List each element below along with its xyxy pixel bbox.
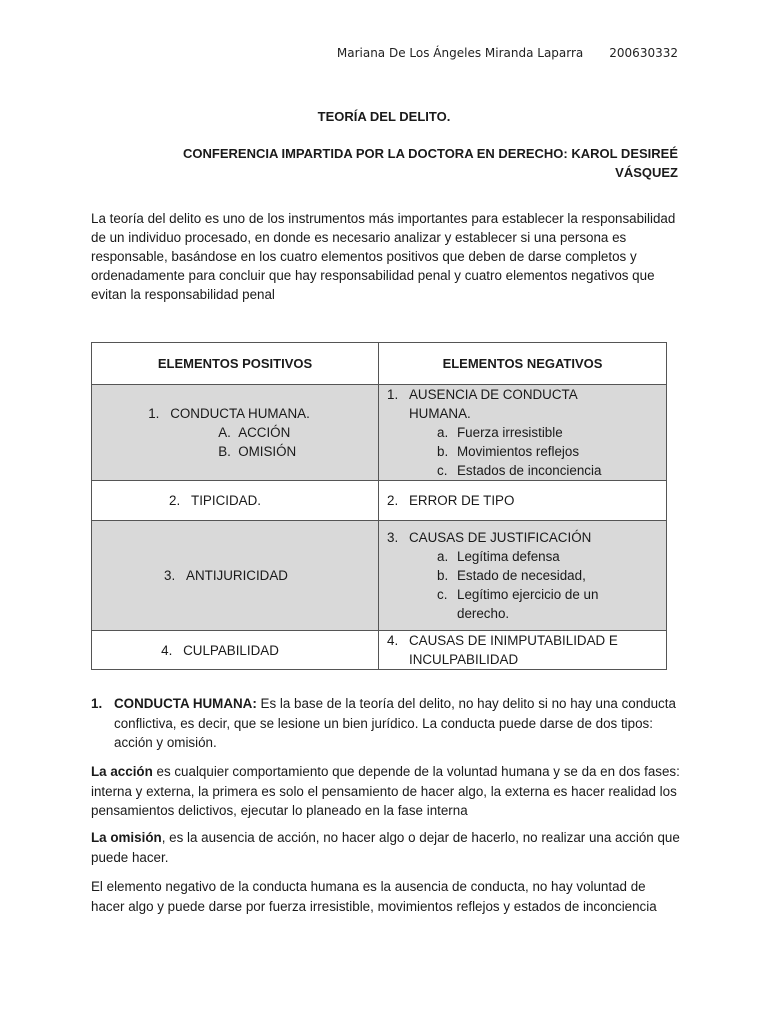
item-label: CONDUCTA HUMANA.: [170, 406, 310, 421]
section-accion: [91, 762, 681, 821]
item-label: CAUSAS DE JUSTIFICACIÓN: [409, 530, 592, 545]
section-lead: La omisión: [91, 830, 162, 845]
negative-cell: [379, 385, 667, 481]
subitem-number: A.: [218, 425, 231, 440]
header-negative: ELEMENTOS NEGATIVOS: [379, 343, 667, 385]
positive-cell: [92, 521, 379, 631]
page-header: [337, 46, 678, 60]
subitem-label-cont: derecho.: [457, 606, 510, 621]
section-text: El elemento negativo de la conducta humana es la ausencia de conducta, no hay voluntad de hacer algo y puede darse por fuerza irresistible, movimientos reflejos y estados de inconciencia: [91, 879, 657, 914]
subitem-label: Fuerza irresistible: [457, 425, 563, 440]
item-label: CULPABILIDAD: [183, 642, 279, 658]
positive-cell: [92, 481, 379, 521]
section-text: Es la base de la teoría del delito, no hay delito si no hay una conducta conflictiva, es decir, que se lesione un bien jurídico. La conducta puede darse de dos tipos: acción y omisión.: [114, 696, 676, 750]
student-id: 200630332: [609, 46, 678, 60]
subitem-label: Movimientos reflejos: [457, 444, 580, 459]
subitem-number: a.: [437, 425, 449, 440]
section-omision: [91, 828, 681, 867]
section-text: , es la ausencia de acción, no hacer algo o dejar de hacerlo, no realizar una acción que puede hacer.: [91, 830, 680, 865]
subitem-label: Estado de necesidad,: [457, 568, 586, 583]
negative-cell: [379, 631, 667, 670]
item-label: ERROR DE TIPO: [409, 493, 515, 508]
table-row: [92, 385, 667, 481]
item-label: ANTIJURICIDAD: [186, 568, 288, 583]
positive-cell: [92, 385, 379, 481]
item-label-cont: HUMANA.: [409, 406, 471, 421]
item-label: AUSENCIA DE CONDUCTA: [409, 387, 578, 402]
item-label-cont: INCULPABILIDAD: [409, 652, 519, 667]
item-number: 2.: [169, 493, 181, 508]
subitem-number: b.: [437, 444, 449, 459]
subitem-label: ACCIÓN: [238, 425, 291, 440]
subitem-label: Estados de inconciencia: [457, 463, 602, 478]
section-lead: La acción: [91, 764, 153, 779]
item-number: 3.: [164, 568, 176, 583]
section-lead: CONDUCTA HUMANA:: [114, 696, 257, 711]
positive-cell: [92, 631, 379, 670]
document-subtitle: CONFERENCIA IMPARTIDA POR LA DOCTORA EN DERECHO: KAROL DESIREÉ VÁSQUEZ: [183, 146, 678, 180]
table-row: [92, 521, 667, 631]
section-number: 1.: [91, 696, 103, 711]
item-label: CAUSAS DE INIMPUTABILIDAD E: [409, 633, 618, 648]
item-number: 4.: [161, 642, 173, 658]
subitem-label: OMISIÓN: [238, 444, 297, 459]
subitem-number: a.: [437, 549, 449, 564]
intro-paragraph: La teoría del delito es uno de los instrumentos más importantes para establecer la responsabilidad de un individuo procesado, en donde es necesario analizar y establecer si una persona es responsable, basándose en los cuatro elementos positivos que deben de darse completos y ordenadamente para concluir que hay responsabilidad penal y cuatro elementos negativos que evitan la responsabilidad penal: [91, 211, 676, 302]
negative-cell: [379, 521, 667, 631]
item-number: 3.: [387, 530, 399, 545]
section-conducta-humana: [91, 694, 681, 753]
table-header-row: [92, 343, 667, 385]
elements-table: [91, 342, 667, 670]
author-name: Mariana De Los Ángeles Miranda Laparra: [336, 46, 584, 60]
header-positive: ELEMENTOS POSITIVOS: [92, 343, 379, 385]
item-number: 1.: [148, 406, 160, 421]
subitem-number: B.: [218, 444, 231, 459]
item-number: 1.: [387, 387, 399, 402]
negative-cell: [379, 481, 667, 521]
subitem-number: c.: [437, 463, 448, 478]
table-row: [92, 481, 667, 521]
document-title: TEORÍA DEL DELITO.: [317, 109, 451, 124]
item-number: 2.: [387, 493, 399, 508]
section-text: es cualquier comportamiento que depende de la voluntad humana y se da en dos fases: interna y externa, la primera es solo el pensamiento de hacer algo, la externa es hacer realidad los pensamientos delictivos, ejecutar lo planeado en la fase interna: [91, 764, 680, 818]
subitem-label: Legítimo ejercicio de un: [457, 587, 599, 602]
item-number: 4.: [387, 633, 399, 648]
subitem-label: Legítima defensa: [457, 549, 560, 564]
section-elemento-negativo: [91, 877, 681, 916]
item-label: TIPICIDAD.: [191, 493, 261, 508]
subitem-number: b.: [437, 568, 449, 583]
subitem-number: c.: [437, 587, 448, 602]
table-row: [92, 631, 667, 670]
